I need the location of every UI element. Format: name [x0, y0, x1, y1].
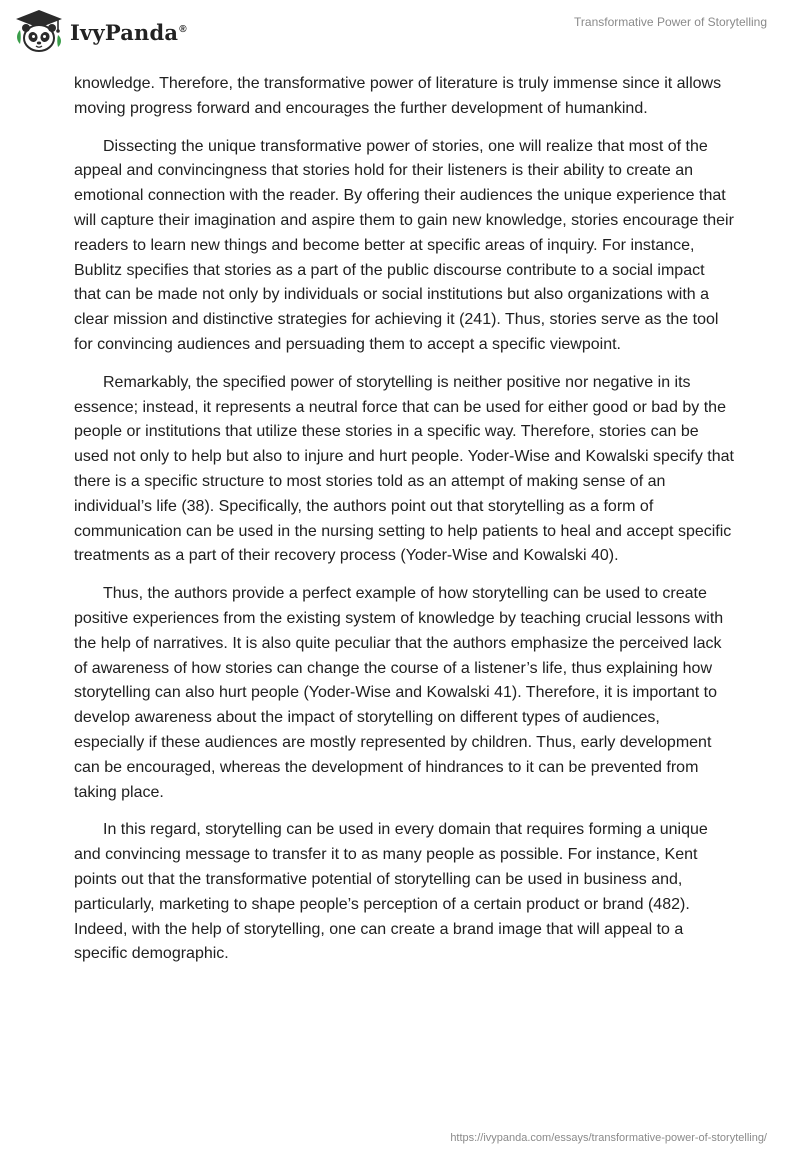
ivypanda-logo[interactable]	[14, 8, 187, 54]
paragraph: Dissecting the unique transformative power of stories, one will realize that most of the appeal and convincingness that stories hold for their listeners is their ability to create an emotional connection with the reader. By offering their audiences the unique experience that will capture their imagination and aspire them to gain new knowledge, stories encourage their readers to learn new things and become better at specific areas of inquiry. For instance, Bublitz specifies that stories as a part of the public discourse contribute to a social impact that can be made not only by individuals or social institutions but also organizations with a clear mission and distinctive strategies for achieving it (241). Thus, stories serve as the tool for convincing audiences and persuading them to accept a specific viewpoint.	[74, 137, 734, 353]
logo-text	[70, 20, 187, 45]
registered-mark: ®	[179, 23, 187, 35]
page-header	[0, 0, 800, 60]
paragraph: Remarkably, the specified power of storytelling is neither positive nor negative in its essence; instead, it represents a neutral force that can be used for either good or bad by the people or institutions that utilize these stories in a specific way. Therefore, stories can be used not only to help but also to injure and hurt people. Yoder-Wise and Kowalski specify that there is a specific structure to most stories told as an attempt of making sense of an individual’s life (38). Specifically, the authors point out that storytelling as a form of communication can be used in the nursing setting to help patients to heal and accept specific treatments as a part of their recovery process (Yoder-Wise and Kowalski 40).	[74, 373, 734, 565]
source-url[interactable]: https://ivypanda.com/essays/transformative-power-of-storytelling/	[450, 1132, 767, 1144]
paragraph: knowledge. Therefore, the transformative power of literature is truly immense since it allows moving progress forward and encourages the further development of humankind.	[74, 75, 722, 117]
document-title: Transformative Power of Storytelling	[574, 15, 767, 29]
paragraph: In this regard, storytelling can be used in every domain that requires forming a unique and convincing message to transfer it to as many people as possible. For instance, Kent points out that the transformative potential of storytelling can be used in business and, particularly, marketing to shape people’s perception of a certain product or brand (482). Indeed, with the help of storytelling, one can create a brand image that will appeal to a specific demographic.	[74, 821, 708, 963]
paragraph: Thus, the authors provide a perfect example of how storytelling can be used to create positive experiences from the existing system of knowledge by teaching crucial lessons with the help of narratives. It is also quite peculiar that the authors emphasize the perceived lack of awareness of how stories can change the course of a listener’s life, thus explaining how storytelling can also hurt people (Yoder-Wise and Kowalski 41). Therefore, it is important to develop awareness about the impact of storytelling on different types of audiences, especially if these audiences are mostly represented by children. Thus, early development can be encouraged, whereas the development of hindrances to it can be prevented from taking place.	[74, 585, 724, 801]
essay-body	[74, 72, 734, 980]
logo-wordmark: IvyPanda	[70, 19, 179, 45]
panda-graduation-cap-icon	[14, 8, 64, 54]
